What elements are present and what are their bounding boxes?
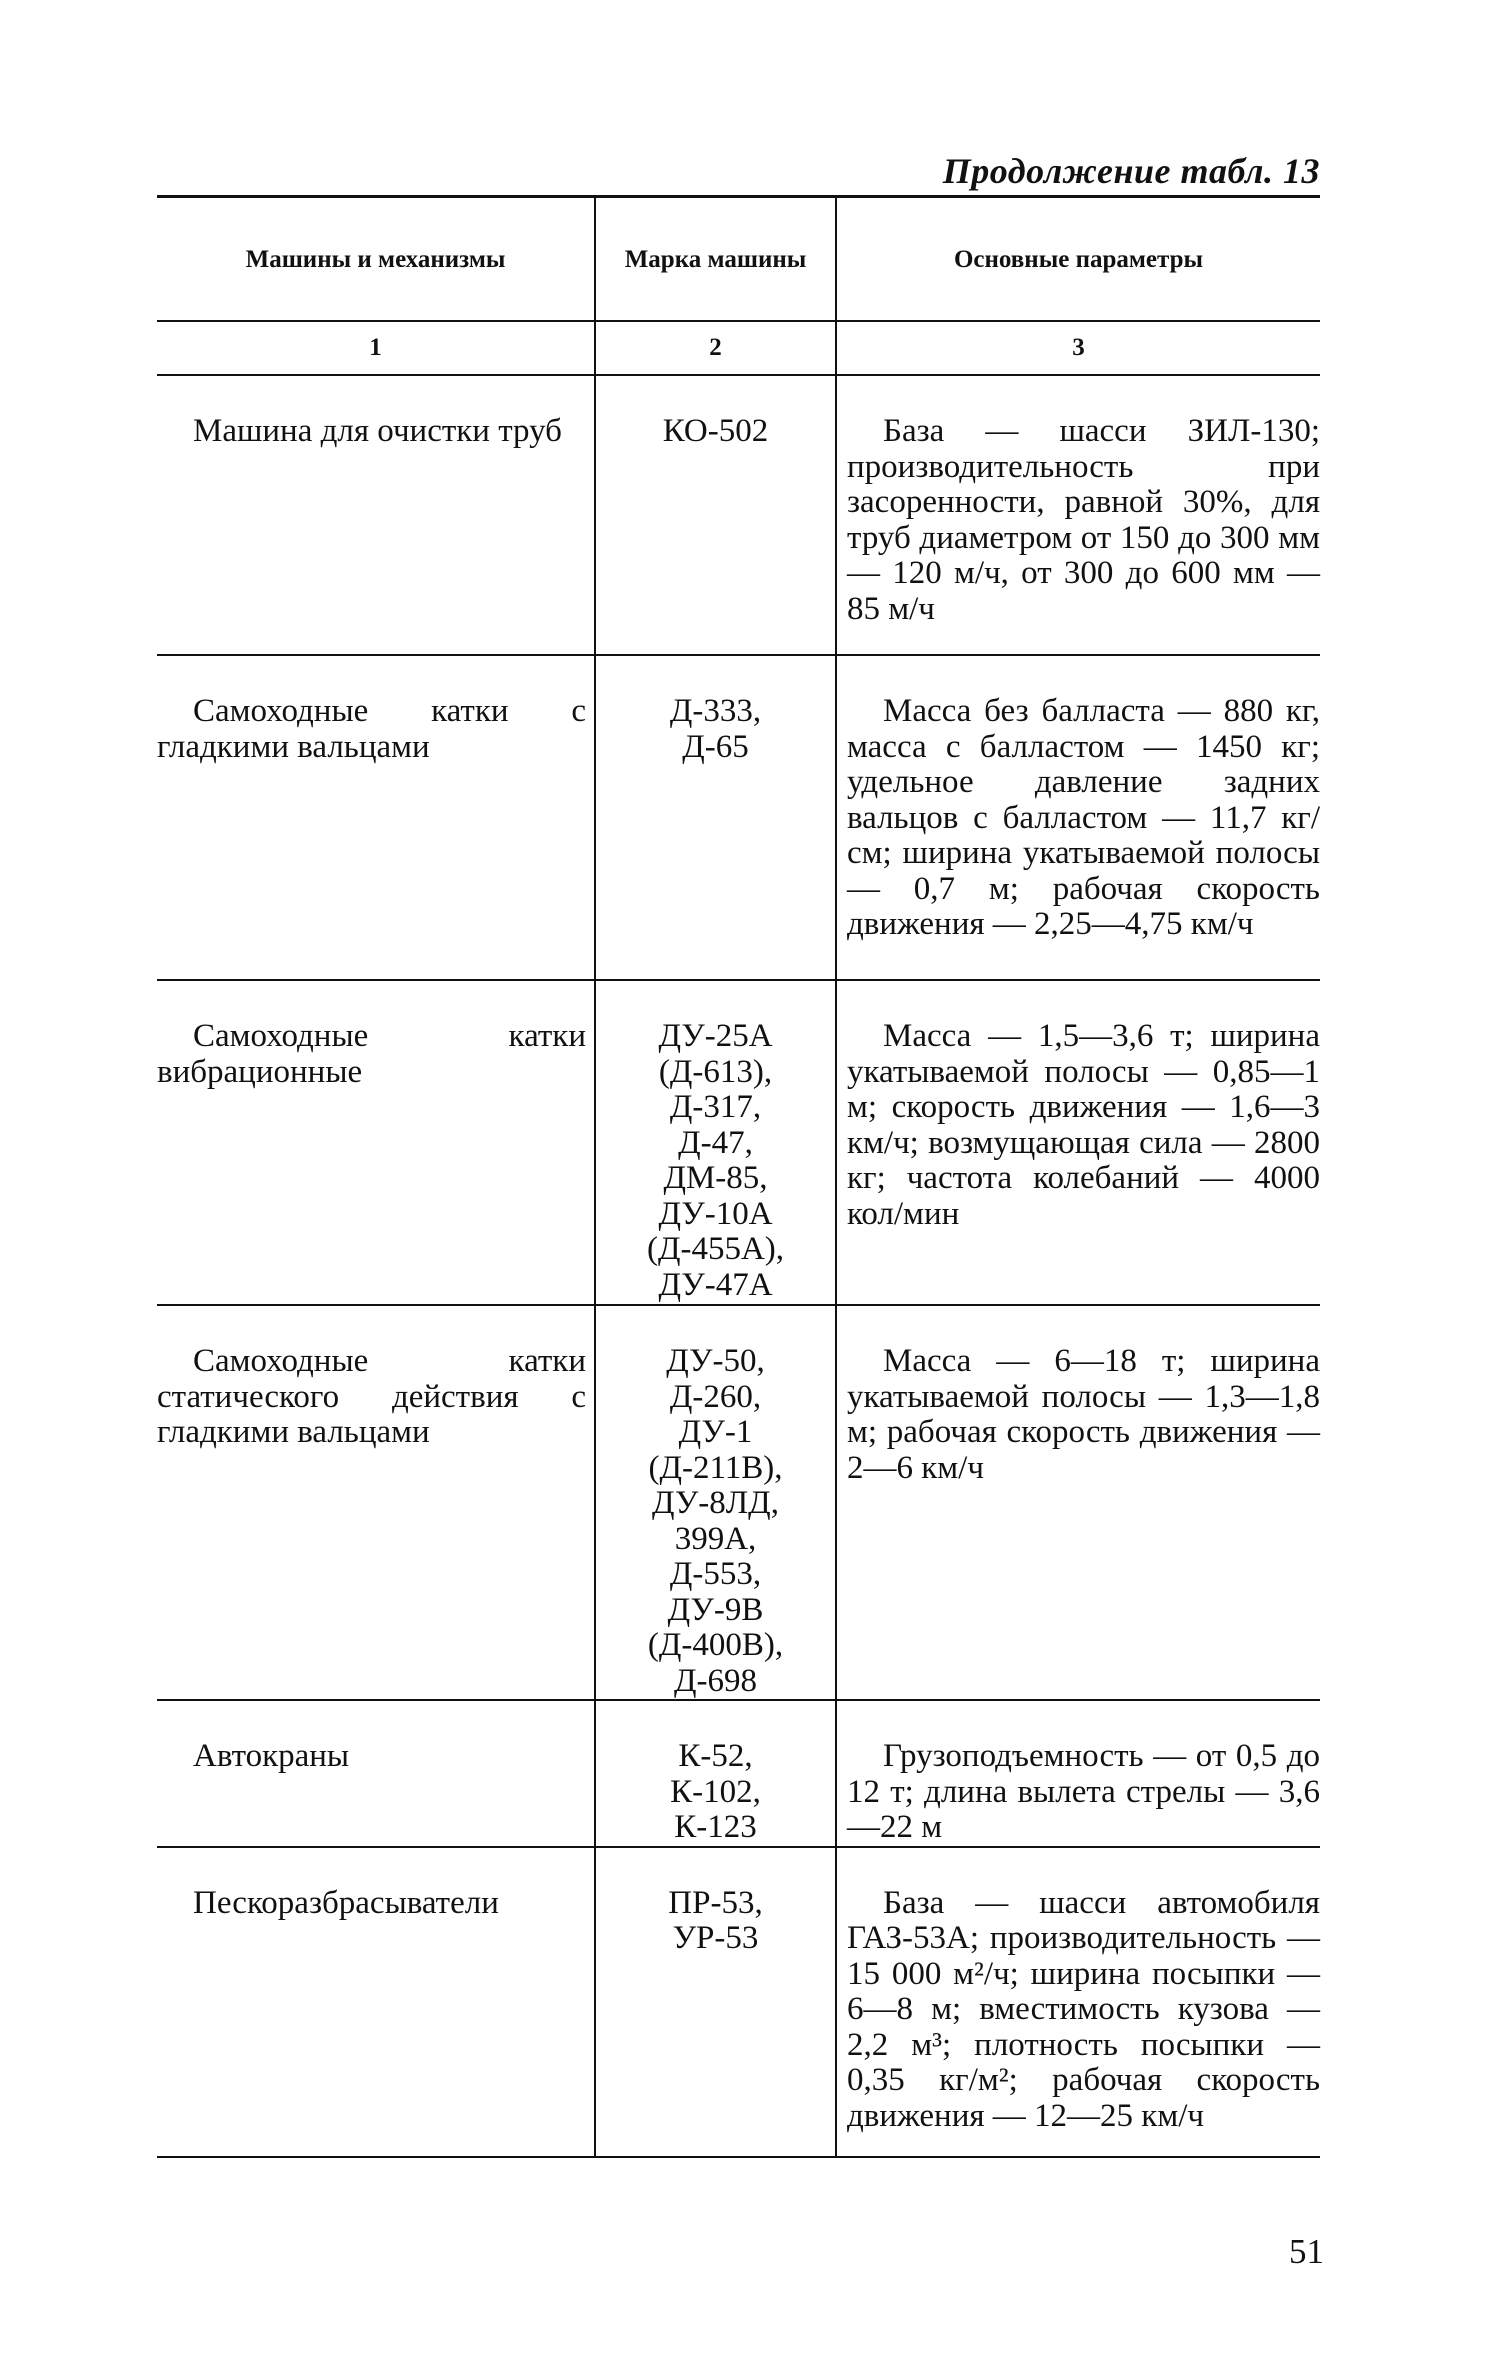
machine-parameters: База — шасси ЗИЛ-130; производительность при засоренности, равной 30%, для труб диаметром от 150 до 300 мм — 120 м/ч, от 300 до 600 мм — 85 м/ч <box>836 375 1320 655</box>
table-row <box>157 1847 1320 2157</box>
table-row <box>157 655 1320 980</box>
column-number-1: 1 <box>157 321 595 375</box>
table-caption: Продолжение табл. 13 <box>942 151 1320 191</box>
column-number-3: 3 <box>836 321 1320 375</box>
table-row <box>157 375 1320 655</box>
machine-models: КО-502 <box>595 375 836 655</box>
machine-models: ДУ-25А (Д-613), Д-317, Д-47, ДМ-85, ДУ-10А (Д-455А), ДУ-47А <box>595 980 836 1305</box>
header-model: Марка машины <box>595 197 836 322</box>
machine-models: ПР-53, УР-53 <box>595 1847 836 2157</box>
machine-name: Автокраны <box>157 1700 595 1847</box>
machine-parameters: Грузоподъемность — от 0,5 до 12 т; длина вылета стрелы — 3,6—22 м <box>836 1700 1320 1847</box>
table-row <box>157 980 1320 1305</box>
machine-name: Самоходные катки вибрационные <box>157 980 595 1305</box>
column-number-2: 2 <box>595 321 836 375</box>
machine-parameters: База — шасси автомобиля ГАЗ-53А; производительность — 15 000 м²/ч; ширина посыпки — 6—8 м; вместимость кузова — 2,2 м³; плотность посыпки — 0,35 кг/м²; рабочая скорость движения — 12—25 км/ч <box>836 1847 1320 2157</box>
table-row <box>157 1700 1320 1847</box>
machine-models: Д-333, Д-65 <box>595 655 836 980</box>
machine-parameters: Масса — 1,5—3,6 т; ширина укатываемой полосы — 0,85—1 м; скорость движения — 1,6—3 км/ч; возмущающая сила — 2800 кг; частота колебаний — 4000 кол/мин <box>836 980 1320 1305</box>
page-number: 51 <box>1289 2232 1324 2271</box>
table-row <box>157 1305 1320 1700</box>
machine-name: Самоходные катки статического действия с гладкими вальцами <box>157 1305 595 1700</box>
machines-table <box>157 195 1320 2158</box>
header-machines: Машины и механизмы <box>157 197 595 322</box>
machine-parameters: Масса — 6—18 т; ширина укатываемой полосы — 1,3—1,8 м; рабочая скорость движения — 2—6 км/ч <box>836 1305 1320 1700</box>
machine-models: ДУ-50, Д-260, ДУ-1 (Д-211В), ДУ-8ЛД, 399А, Д-553, ДУ-9В (Д-400В), Д-698 <box>595 1305 836 1700</box>
header-parameters: Основные параметры <box>836 197 1320 322</box>
machine-name: Пескоразбрасыватели <box>157 1847 595 2157</box>
machine-name: Самоходные катки с гладкими вальцами <box>157 655 595 980</box>
machine-parameters: Масса без балласта — 880 кг, масса с балластом — 1450 кг; удельное давление задних вальцов с балластом — 11,7 кг/см; ширина укатываемой полосы — 0,7 м; рабочая скорость движения — 2,25—4,75 км/ч <box>836 655 1320 980</box>
machine-models: К-52, К-102, К-123 <box>595 1700 836 1847</box>
machine-name: Машина для очистки труб <box>157 375 595 655</box>
